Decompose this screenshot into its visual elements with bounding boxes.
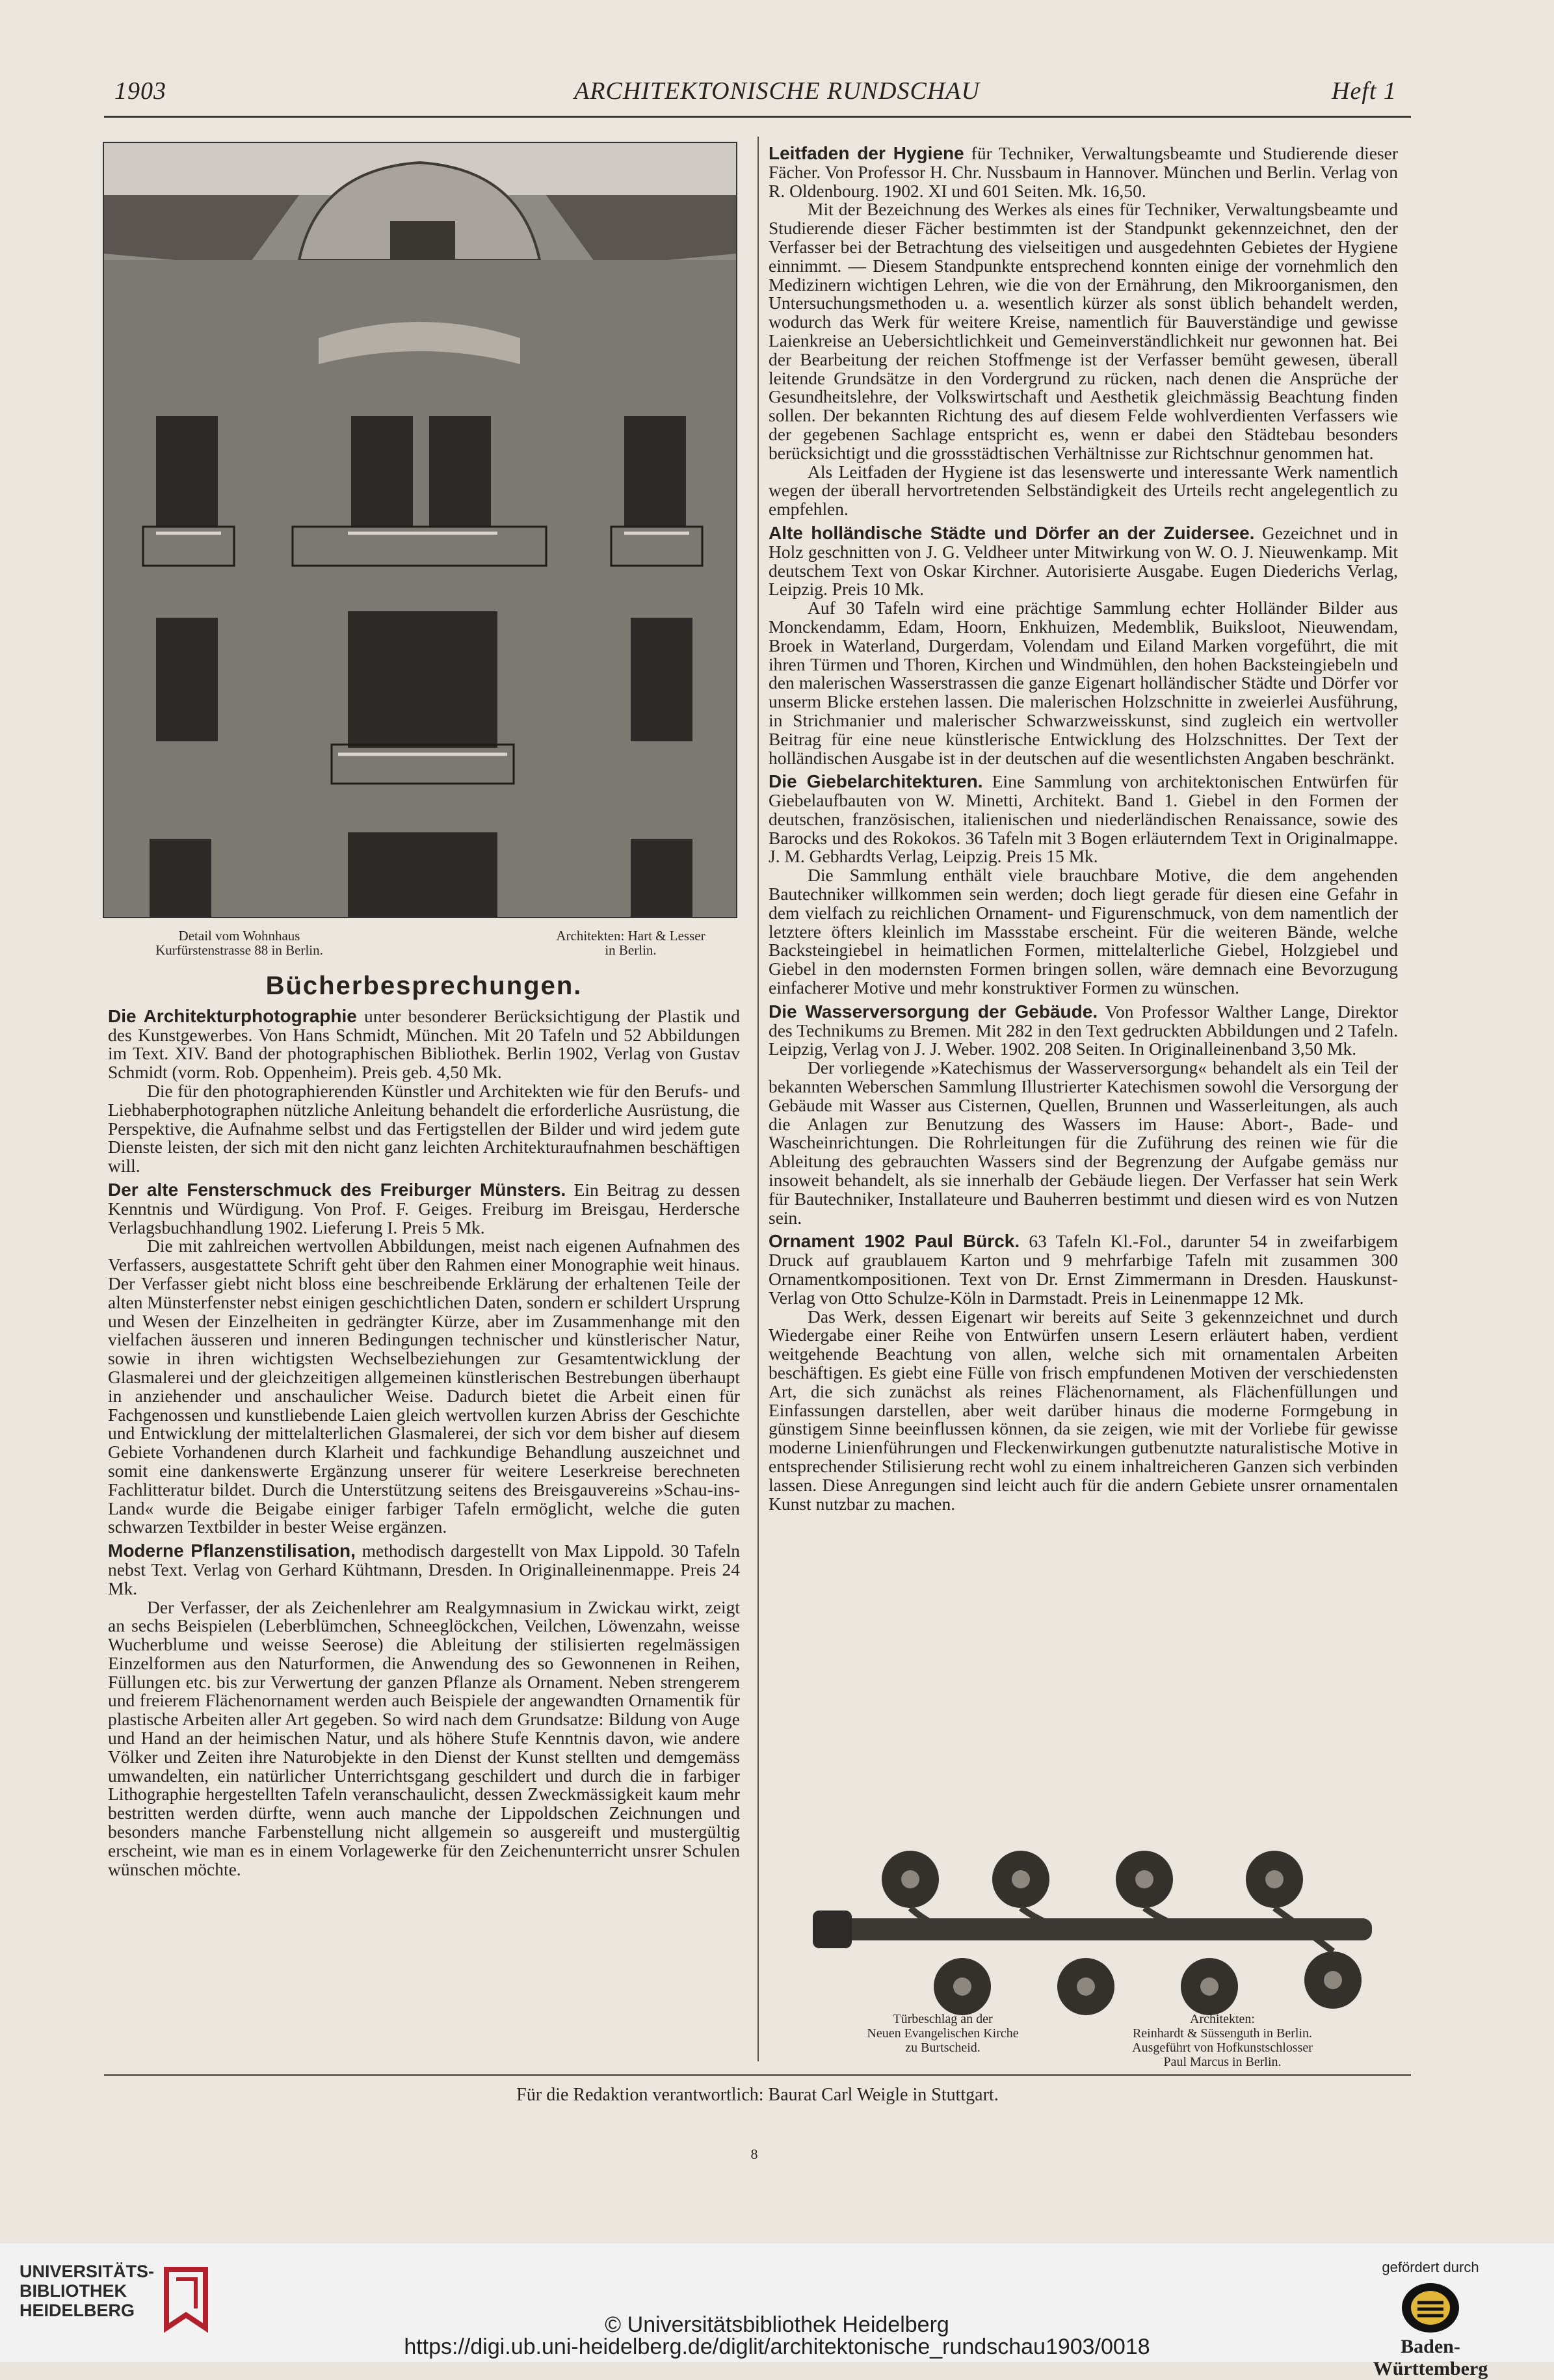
copyright-notice: © Universitätsbibliothek Heidelberg (605, 2312, 949, 2337)
review-entry (769, 524, 1398, 767)
column-rule (757, 137, 759, 2061)
facade-illustration (104, 143, 736, 917)
entry-heading: Ornament 1902 Paul Bürck. (769, 1231, 1020, 1252)
hinge-caption-right (1079, 2012, 1365, 2069)
library-logo[interactable] (20, 2262, 154, 2320)
entry-paragraph: Mit der Bezeichnung des Werkes als eines für Techniker, Verwaltungsbeamte und Studierende dieser Fächer bestimmten ist der Standpunkt gekennzeichnet, den der Verfasser bei der Betrachtung des vielseitigen und ausgedehnten Gebietes der Hygiene einnimmt. — Diesem Standpunkte entsprechend konnten einige der vornehmlich den Medizinern wichtigen Lehren, wie die von der Ernährung, den Mikroorganismen, den Untersuchungsmethoden u. a. wesentlich kürzer als sonst üblich behandelt werden, wodurch das Werk für weitere Kreise, namentlich für Bauverständige und gewisse Laienkreise an Uebersichtlichkeit und Gemeinverständlichkeit nur gewonnen hat. Bei der Bearbeitung der reichen Stoffmenge ist der Verfasser bemüht gewesen, überall leitende Grundsätze in den Vordergrund zu rücken, nach denen die Ansprüche der Gesundheitslehre, der Volkswirtschaft und Aesthetik gleichmässig Beachtung finden sollen. Der bekannten Richtung des auf diesem Felde wohlverdienten Verfassers wie der gegebenen Sachlage entspricht es, wenn er dabei den Städtebau besonders berücksichtigt und die grossstädtischen Verhältnisse zur Richtschnur genommen hat. (769, 199, 1398, 463)
entry-heading: Die Giebelarchitekturen. (769, 771, 983, 792)
review-entry (769, 1232, 1398, 1513)
review-entry (769, 773, 1398, 998)
review-entry (769, 1003, 1398, 1228)
hinge-caption-line: Architekten: (1190, 2012, 1255, 2026)
left-column (108, 962, 740, 1879)
hinge-drawing (806, 1840, 1378, 2022)
hinge-caption-line: zu Burtscheid. (905, 2041, 981, 2055)
hinge-caption-line: Paul Marcus in Berlin. (1163, 2055, 1282, 2069)
header-rule (104, 116, 1411, 118)
entry-paragraph: Als Leitfaden der Hygiene ist das lesenswerte und interessante Werk namentlich wegen der überall hervortretenden Selbständigkeit des Urteils recht angelegentlich zu empfehlen. (769, 461, 1398, 520)
header-year: 1903 (114, 77, 166, 105)
review-entry (108, 1542, 740, 1879)
sponsor-name: Baden-Württemberg (1373, 2336, 1488, 2379)
photo-caption-right-line: Architekten: Hart & Lesser (556, 928, 705, 944)
library-name-line: HEIDELBERG (20, 2301, 135, 2320)
door-hinge-illustration (806, 1840, 1378, 2022)
entry-bibliography: Eine Sammlung von architektonischen Entwürfen für Giebelaufbauten von W. Minetti, Architekt. Band 1. Giebel in den Formen der deutschen, französischen, italienischen und niederländischen Renaissance, sowie des Barocks und des Rokokos. 36 Tafeln mit 3 Bogen erläuterndem Text in Originalmappe. J. M. Gebhardts Verlag, Leipzig. Preis 15 Mk. (769, 771, 1398, 867)
hinge-caption-line: Ausgeführt von Hofkunstschlosser (1132, 2041, 1313, 2055)
photo-caption-left-line: Kurfürstenstrasse 88 in Berlin. (155, 942, 323, 958)
entry-heading: Moderne Pflanzenstilisation, (108, 1540, 356, 1561)
page-number: 8 (750, 2146, 758, 2162)
entry-paragraph: Die Sammlung enthält viele brauchbare Motive, die dem angehenden Bautechniker willkommen sein werden; doch liegt gerade für diesen eine Gefahr in dem vielfach zu reichlichen Ornament- und Figurenschmuck, von dem namentlich der letztere öfters kleinlich im Massstabe erscheint. Für die weiteren Bände, welche Backsteingiebel in heimatlichen Formen, mittelalterliche Giebel, Holzgiebel und Giebel in den modernsten Formen bringen sollen, wäre demnach eine Bevorzugung einfacherer Motive und mehr konstruktiver Formen zu wünschen. (769, 865, 1398, 998)
editorial-responsibility: Für die Redaktion verantwortlich: Baurat Carl Weigle in Stuttgart. (516, 2085, 999, 2105)
right-column (769, 144, 1398, 1513)
entry-bibliography: methodisch dargestellt von Max Lippold. 30 Tafeln nebst Text. Verlag von Gerhard Kühtmann, Dresden. In Originalleinenmappe. Preis 24 Mk. (108, 1540, 741, 1598)
photo-caption-right-line: in Berlin. (605, 942, 657, 958)
review-entry (769, 144, 1398, 519)
sponsor-block (1346, 2259, 1515, 2380)
header-title: ARCHITEKTONISCHE RUNDSCHAU (574, 77, 980, 105)
entry-paragraph: Das Werk, dessen Eigenart wir bereits auf Seite 3 gekennzeichnet und durch Wiedergabe einer Reihe von Entwürfen unsern Lesern erläutert haben, verdient weitgehende Beachtung von allen, welche sich mit ornamentalen Arbeiten beschäftigen. Es giebt eine Fülle von frisch empfundenen Motiven der verschiedensten Art, die sich zunächst als reines Flächenornament, als Flächenfüllungen und Einfassungen darstellen, aber weit darüber hinaus die moderne Formgebung in günstigem Sinne beeinflussen können, da sie zeigen, wie mit der Vorliebe für gewisse moderne Linienführungen und Fleckenwirkungen gutbenutzte naturalistische Motive in entsprechender Stilisierung recht wohl zu einem inhaltreicheren Ganzen sich verbinden lassen. Diese Anregungen sind leicht auch für die andern Gebiete unsrer ornamentalen Kunst nutzbar zu machen. (769, 1306, 1398, 1514)
entry-paragraph: Die mit zahlreichen wertvollen Abbildungen, meist nach eigenen Aufnahmen des Verfassers, ausgestattete Schrift geht über den Rahmen einer Monographie weit hinaus. Der Verfasser giebt nicht bloss eine beschreibende Erklärung der erhaltenen Teile der alten Münsterfenster nebst einigen geschichtlichen Daten, sondern er schildert Ursprung und Wesen der Einzelheiten in gedrängter Kürze, aber im Zusammenhange mit den vielfachen äusseren und inneren Bedingungen technischer und künstlerischer Natur, sowie in ihren wichtigsten Wechselbeziehungen zur Gesamtentwicklung der Glasmalerei und der gleichzeitigen allgemeinen künstlerischen Bestrebungen überhaupt in anziehender und anschaulicher Weise. Dadurch bietet die Arbeit einen für Fachgenossen und kunstliebende Laien gleich wertvollen kurzen Abriss der Geschichte und Entwicklung der mittelalterlichen Glasmalerei, der sich vor dem bisher auf diesem Gebiete Vorhandenen durch Klarheit und fachkundige Behandlung auszeichnet und somit eine dankenswerte Ergänzung unserer für weitere Leserkreise berechneten Fachlitteratur bildet. Durch die Unterstützung seitens des Breisgauvereins »Schau-ins-Land« wurde die Beigabe einiger farbiger Tafeln ermöglicht, welche die guten schwarzen Textbilder in bester Weise ergänzen. (108, 1236, 740, 1537)
entry-paragraph: Der Verfasser, der als Zeichenlehrer am Realgymnasium in Zwickau wirkt, zeigt an sechs Beispielen (Leberblümchen, Schneeglöckchen, Veilchen, Löwenzahn, weisse Wucherblume und weisse Seerose) die Ableitung der stilisierten regelmässigen Einzelformen aus den Naturformen, die Anwendung des so Gewonnenen in Reihen, Füllungen etc. bis zur Verwertung der ganzen Pflanze als Ornament. Neben strengerem und freierem Flächenornament werden auch Beispiele der angewandten Ornamentik für plastische Arbeiten aller Art gegeben. So wird nach dem Grundsatze: Bildung von Auge und Hand an der heimischen Natur, und als höhere Stufe Kenntnis davon, wie andere Völker und Zeiten ihre Naturobjekte in den Dienst der Kunst stellten und demgemäss umwandelten, ein natürlicher Unterrichtsgang geschildert und durch die in farbiger Lithographie hergestellten Tafeln veranschaulicht, dessen Zweckmässigkeit kaum mehr bestritten werden dürfte, wenn auch manche der Lippoldschen Zeichnungen und besonders manche Farbenstellung nicht allgemein so ausgereift und mustergültig erscheint, wie man es in einem Vorlagewerke für den Zeichenunterricht unsrer Schulen wünschen möchte. (108, 1596, 740, 1879)
facade-photo (103, 142, 737, 918)
state-crest-icon (1398, 2280, 1463, 2336)
photo-caption-right (520, 929, 741, 957)
entry-bibliography: für Techniker, Verwaltungsbeamte und Studierende dieser Fächer. Von Professor H. Chr. Nussbaum in Hannover. München und Berlin. Verlag von R. Oldenbourg. 1902. XI und 601 Seiten. Mk. 16,50. (769, 143, 1398, 201)
hinge-caption-line: Neuen Evangelischen Kirche (867, 2026, 1019, 2041)
entry-bibliography: Von Professor Walther Lange, Direktor des Technikums zu Bremen. Mit 282 in den Text gedruckten Abbildungen und 2 Tafeln. Leipzig, Verlag von J. J. Weber. 1902. 208 Seiten. In Originalleinenband 3,50 Mk. (769, 1001, 1399, 1059)
library-name-line: BIBLIOTHEK (20, 2281, 127, 2301)
entry-heading: Leitfaden der Hygiene (769, 143, 964, 163)
photo-caption-left (103, 929, 376, 957)
footer-rule (104, 2074, 1411, 2076)
entry-heading: Die Wasserversorgung der Gebäude. (769, 1001, 1098, 1022)
entry-heading: Alte holländische Städte und Dörfer an der Zuidersee. (769, 522, 1255, 543)
header-issue: Heft 1 (1332, 77, 1397, 105)
document-url[interactable]: https://digi.ub.uni-heidelberg.de/diglit/architektonische_rundschau1903/0018 (404, 2334, 1150, 2359)
entry-bibliography: unter besonderer Berücksichtigung der Plastik und des Kunstgewerbes. Von Hans Schmidt, München. Mit 20 Tafeln und 52 Abbildungen im Text. XIV. Band der photographischen Bibliothek. Berlin 1902, Verlag von Gustav Schmidt (vorm. Rob. Oppenheim). Preis geb. 4,50 Mk. (108, 1005, 740, 1083)
library-name-line: UNIVERSITÄTS- (20, 2262, 155, 2281)
review-entry (108, 1007, 740, 1176)
entry-paragraph: Auf 30 Tafeln wird eine prächtige Sammlung echter Holländer Bilder aus Monckendamm, Edam, Hoorn, Enkhuizen, Medemblik, Buiksloot, Nieuwendam, Broek in Waterland, Durgerdam, Volendam und Eiland Marken vorgeführt, die mit ihren Türmen und Thoren, Kirchen und Windmühlen, den hohen Backsteingiebeln und den malerischen Wasserstrassen die ganze Eigenart holländischer Städte und Dörfer vor unserm Blicke erstehen lassen. Die malerischen Holzschnitte in zweierlei Ausführung, in Strichmanier und malerischer Schwarzweisskunst, sind zugleich ein wertvoller Beitrag für eine neue künstlerische Entwicklung des Holzschnittes. Der Text der holländischen Ausgabe ist in der deutschen auf die wesentlichsten Angaben beschränkt. (769, 598, 1398, 768)
entry-heading: Der alte Fensterschmuck des Freiburger Münsters. (108, 1179, 566, 1200)
entry-paragraph: Die für den photographierenden Künstler und Architekten wie für den Berufs- und Liebhaberphotographen nützliche Anleitung behandelt die erforderliche Ausrüstung, die Perspektive, die Aufnahme selbst und das Fertigstellen der Bilder und wird jedem gute Dienste leisten, der sich mit den nicht ganz leichten Architekturaufnahmen beschäftigen will. (108, 1080, 740, 1176)
entry-paragraph: Der vorliegende »Katechismus der Wasserversorgung« behandelt als ein Teil der bekannten Weberschen Sammlung Illustrierter Katechismen sowohl die Versorgung der Gebäude mit Wasser aus Cisternen, Quellen, Brunnen und Wasserleitungen, als auch die Anlagen zur Benutzung des Wassers im Hause: Abort-, Bade- und Wascheinrichtungen. Die Rohrleitungen für die Zuführung des reinen wie für die Ableitung des gebrauchten Wassers sind der Begrenzung der Aufgabe gemäss nur insoweit behandelt, als sie innerhalb der Gebäude liegen. Der Verfasser hat sein Werk für Bautechniker, Installateure und Bauherren bestimmt und diesen wird es von Nutzen sein. (769, 1057, 1398, 1228)
sponsor-label: gefördert durch (1382, 2259, 1479, 2275)
entry-bibliography: 63 Tafeln Kl.-Fol., darunter 54 in zweifarbigem Druck auf graublauem Karton und 9 mehrfarbige Tafeln mit zusammen 300 Ornamentkompositionen. Text von Dr. Ernst Zimmermann in Dresden. Hauskunst-Verlag von Otto Schulze-Köln in Darmstadt. Preis in Leinenmappe 12 Mk. (769, 1231, 1398, 1308)
hinge-caption-left (826, 2012, 1060, 2055)
entry-heading: Die Architekturphotographie (108, 1005, 357, 1026)
photo-caption-left-line: Detail vom Wohnhaus (178, 928, 300, 944)
hinge-caption-line: Reinhardt & Süssenguth in Berlin. (1132, 2026, 1313, 2041)
hinge-caption-line: Türbeschlag an der (893, 2012, 993, 2026)
review-entry (108, 1181, 740, 1537)
entry-bibliography: Gezeichnet und in Holz geschnitten von J. G. Veldheer unter Mitwirkung von W. O. J. Nieuwenkamp. Mit deutschem Text von Oskar Kirchner. Autorisierte Ausgabe. Eugen Diederichs Verlag, Leipzig. Preis 10 Mk. (769, 522, 1399, 600)
section-title: Bücherbesprechungen. (265, 972, 583, 1000)
entry-bibliography: Ein Beitrag zu dessen Kenntnis und Würdigung. Von Prof. F. Geiges. Freiburg im Breisgau, Herdersche Verlagsbuchhandlung 1902. Lieferung I. Preis 5 Mk. (108, 1179, 741, 1237)
